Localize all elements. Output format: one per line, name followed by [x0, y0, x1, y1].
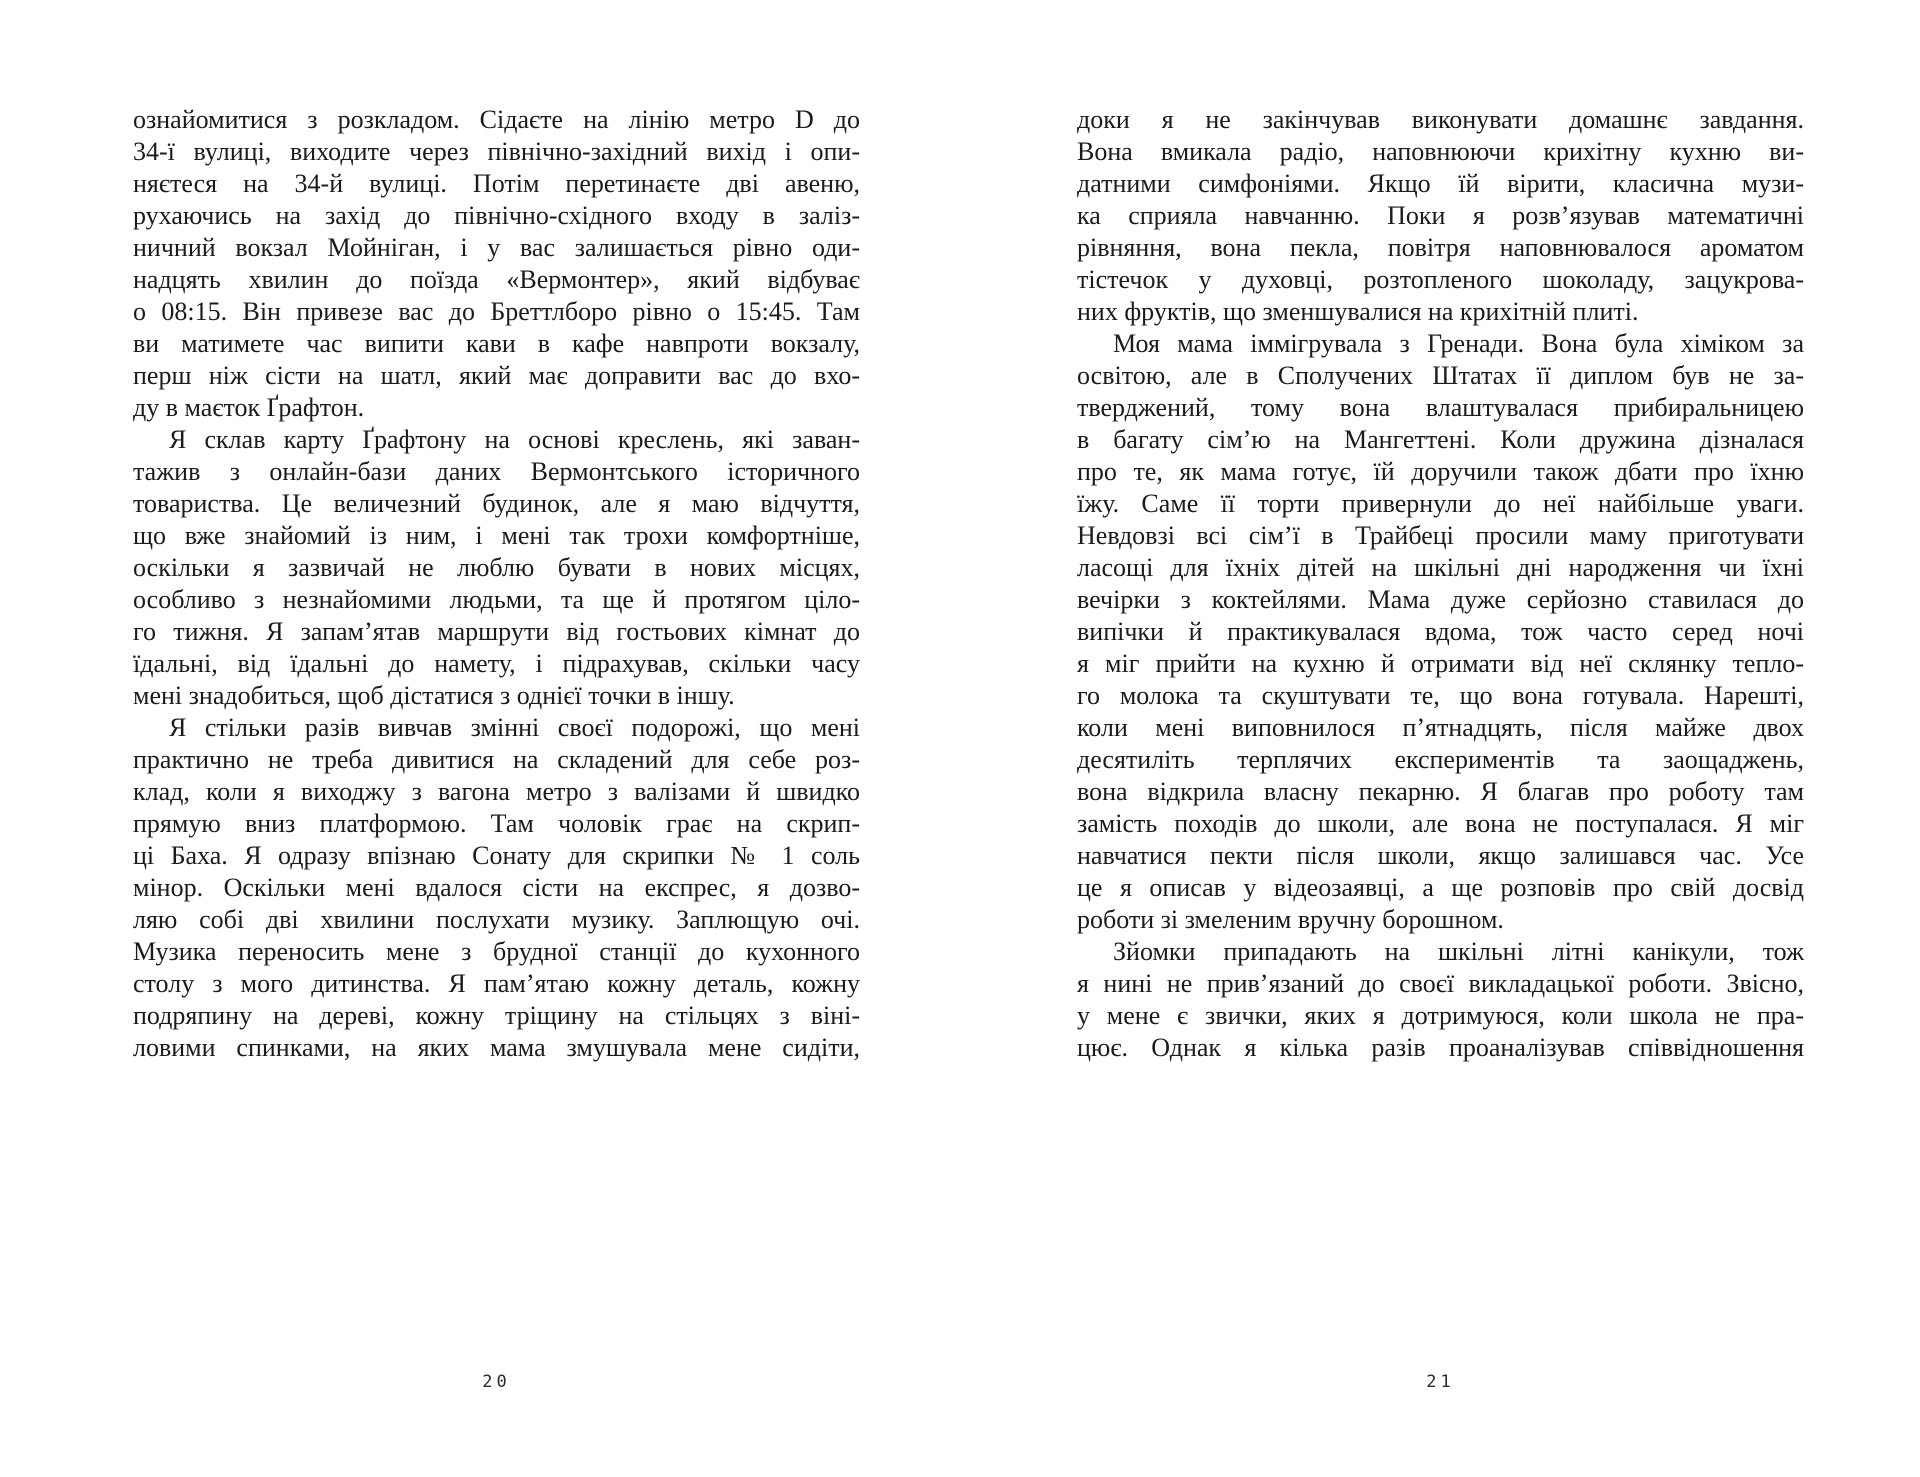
text-line: практично не треба дивитися на складений для себе роз- — [133, 745, 860, 774]
text-line: я нині не прив’язаний до своєї викладацької роботи. Звісно, — [1077, 969, 1804, 998]
text-line: оскільки я зазвичай не люблю бувати в нових місцях, — [133, 553, 860, 582]
text-line: ду в маєток Ґрафтон. — [133, 393, 365, 422]
text-line: рівняння, вона пекла, повітря наповнювалося ароматом — [1077, 233, 1804, 262]
text-line: це я описав у відеозаявці, а ще розповів про свій досвід — [1077, 873, 1804, 902]
text-line: тажив з онлайн-бази даних Вермонтського історичного — [133, 457, 860, 486]
text-line: надцять хвилин до поїзда «Вермонтер», який відбуває — [133, 265, 860, 294]
text-line: десятиліть терплячих експериментів та заощаджень, — [1077, 745, 1804, 774]
text-line: рухаючись на захід до північно-східного входу в заліз- — [133, 201, 860, 230]
page-number: 21 — [1426, 1372, 1455, 1392]
text-line: о 08:15. Він привезе вас до Бреттлборо рівно о 15:45. Там — [133, 297, 860, 326]
text-line: ознайомитися з розкладом. Сідаєте на лінію метро D до — [133, 105, 860, 134]
text-line: мені знадобиться, щоб дістатися з однієї точки в іншу. — [133, 681, 735, 710]
text-line: ви матимете час випити кави в кафе навпроти вокзалу, — [133, 329, 860, 358]
text-line: цює. Однак я кілька разів проаналізував співвідношення — [1077, 1033, 1804, 1062]
text-line: в багату сім’ю на Мангеттені. Коли дружина дізналася — [1077, 425, 1804, 454]
page-number: 20 — [482, 1372, 511, 1392]
text-line: клад, коли я виходжу з вагона метро з валізами й швидко — [133, 777, 860, 806]
text-line: Зйомки припадають на шкільні літні канікули, тож — [1113, 937, 1804, 966]
text-line: мінор. Оскільки мені вдалося сісти на експрес, я дозво- — [133, 873, 860, 902]
text-line: їжу. Саме її торти привернули до неї найбільше уваги. — [1077, 489, 1804, 518]
text-line: ласощі для їхніх дітей на шкільні дні народження чи їхні — [1077, 553, 1804, 582]
text-line: них фруктів, що зменшувалися на крихітній плиті. — [1077, 297, 1639, 326]
text-line: подряпину на дереві, кожну тріщину на стільцях з віні- — [133, 1001, 860, 1030]
text-line: тверджений, тому вона влаштувалася прибиральницею — [1077, 393, 1804, 422]
text-line: Невдовзі всі сім’ї в Трайбеці просили маму приготувати — [1077, 521, 1804, 550]
text-line: няєтеся на 34-й вулиці. Потім перетинаєте дві авеню, — [133, 169, 860, 198]
text-line: коли мені виповнилося п’ятнадцять, після майже двох — [1077, 713, 1804, 742]
text-line: я міг прийти на кухню й отримати від неї склянку тепло- — [1077, 649, 1804, 678]
text-line: вечірки з коктейлями. Мама дуже серйозно ставилася до — [1077, 585, 1804, 614]
text-line: Я стільки разів вивчав змінні своєї подорожі, що мені — [169, 713, 860, 742]
text-line: ляю собі дві хвилини послухати музику. Заплющую очі. — [133, 905, 860, 934]
text-line: 34-ї вулиці, виходите через північно-західний вихід і опи- — [133, 137, 860, 166]
text-line: товариства. Це величезний будинок, але я маю відчуття, — [133, 489, 860, 518]
text-line: у мене є звички, яких я дотримуюся, коли школа не пра- — [1077, 1001, 1804, 1030]
text-line: го тижня. Я запам’ятав маршрути від гостьових кімнат до — [133, 617, 860, 646]
text-line: випічки й практикувалася вдома, тож часто серед ночі — [1077, 617, 1804, 646]
text-line: тістечок у духовці, розтопленого шоколаду, зацукрова- — [1077, 265, 1804, 294]
page-text — [133, 104, 860, 1064]
text-line: ловими спинками, на яких мама змушувала мене сидіти, — [133, 1033, 860, 1062]
text-line: Вона вмикала радіо, наповнюючи крихітну кухню ви- — [1077, 137, 1804, 166]
text-line: про те, як мама готує, їй доручили також дбати про їхню — [1077, 457, 1804, 486]
text-line: перш ніж сісти на шатл, який має доправити вас до вхо- — [133, 361, 860, 390]
text-line: го молока та скуштувати те, що вона готувала. Нарешті, — [1077, 681, 1804, 710]
text-line: освітою, але в Сполучених Штатах її диплом був не за- — [1077, 361, 1804, 390]
text-line: роботи зі змеленим вручну борошном. — [1077, 905, 1504, 934]
text-line: ка сприяла навчанню. Поки я розв’язував математичні — [1077, 201, 1804, 230]
text-line: їдальні, від їдальні до намету, і підрахував, скільки часу — [133, 649, 860, 678]
text-line: прямую вниз платформою. Там чоловік грає на скрип- — [133, 809, 860, 838]
page-number-area — [1077, 1372, 1804, 1392]
text-line: вона відкрила власну пекарню. Я благав про роботу там — [1077, 777, 1804, 806]
text-line: навчатися пекти після школи, якщо залишався час. Усе — [1077, 841, 1804, 870]
text-line: Моя мама іммігрувала з Гренади. Вона була хіміком за — [1113, 329, 1804, 358]
text-line: ці Баха. Я одразу впізнаю Сонату для скрипки № 1 соль — [133, 841, 860, 870]
text-line: замість походів до школи, але вона не поступалася. Я міг — [1077, 809, 1804, 838]
text-line: ничний вокзал Мойніган, і у вас залишається рівно оди- — [133, 233, 860, 262]
text-line: доки я не закінчував виконувати домашнє завдання. — [1077, 105, 1804, 134]
page-text — [1077, 104, 1804, 1064]
page-right — [960, 0, 1920, 1477]
text-line: датними симфоніями. Якщо їй вірити, класична музи- — [1077, 169, 1804, 198]
text-line: столу з мого дитинства. Я пам’ятаю кожну деталь, кожну — [133, 969, 860, 998]
text-line: Я склав карту Ґрафтону на основі креслень, які заван- — [169, 425, 860, 454]
text-line: що вже знайомий із ним, і мені так трохи комфортніше, — [133, 521, 860, 550]
text-line: особливо з незнайомими людьми, та ще й протягом ціло- — [133, 585, 860, 614]
page-number-area — [133, 1372, 860, 1392]
text-line: Музика переносить мене з брудної станції до кухонного — [133, 937, 860, 966]
